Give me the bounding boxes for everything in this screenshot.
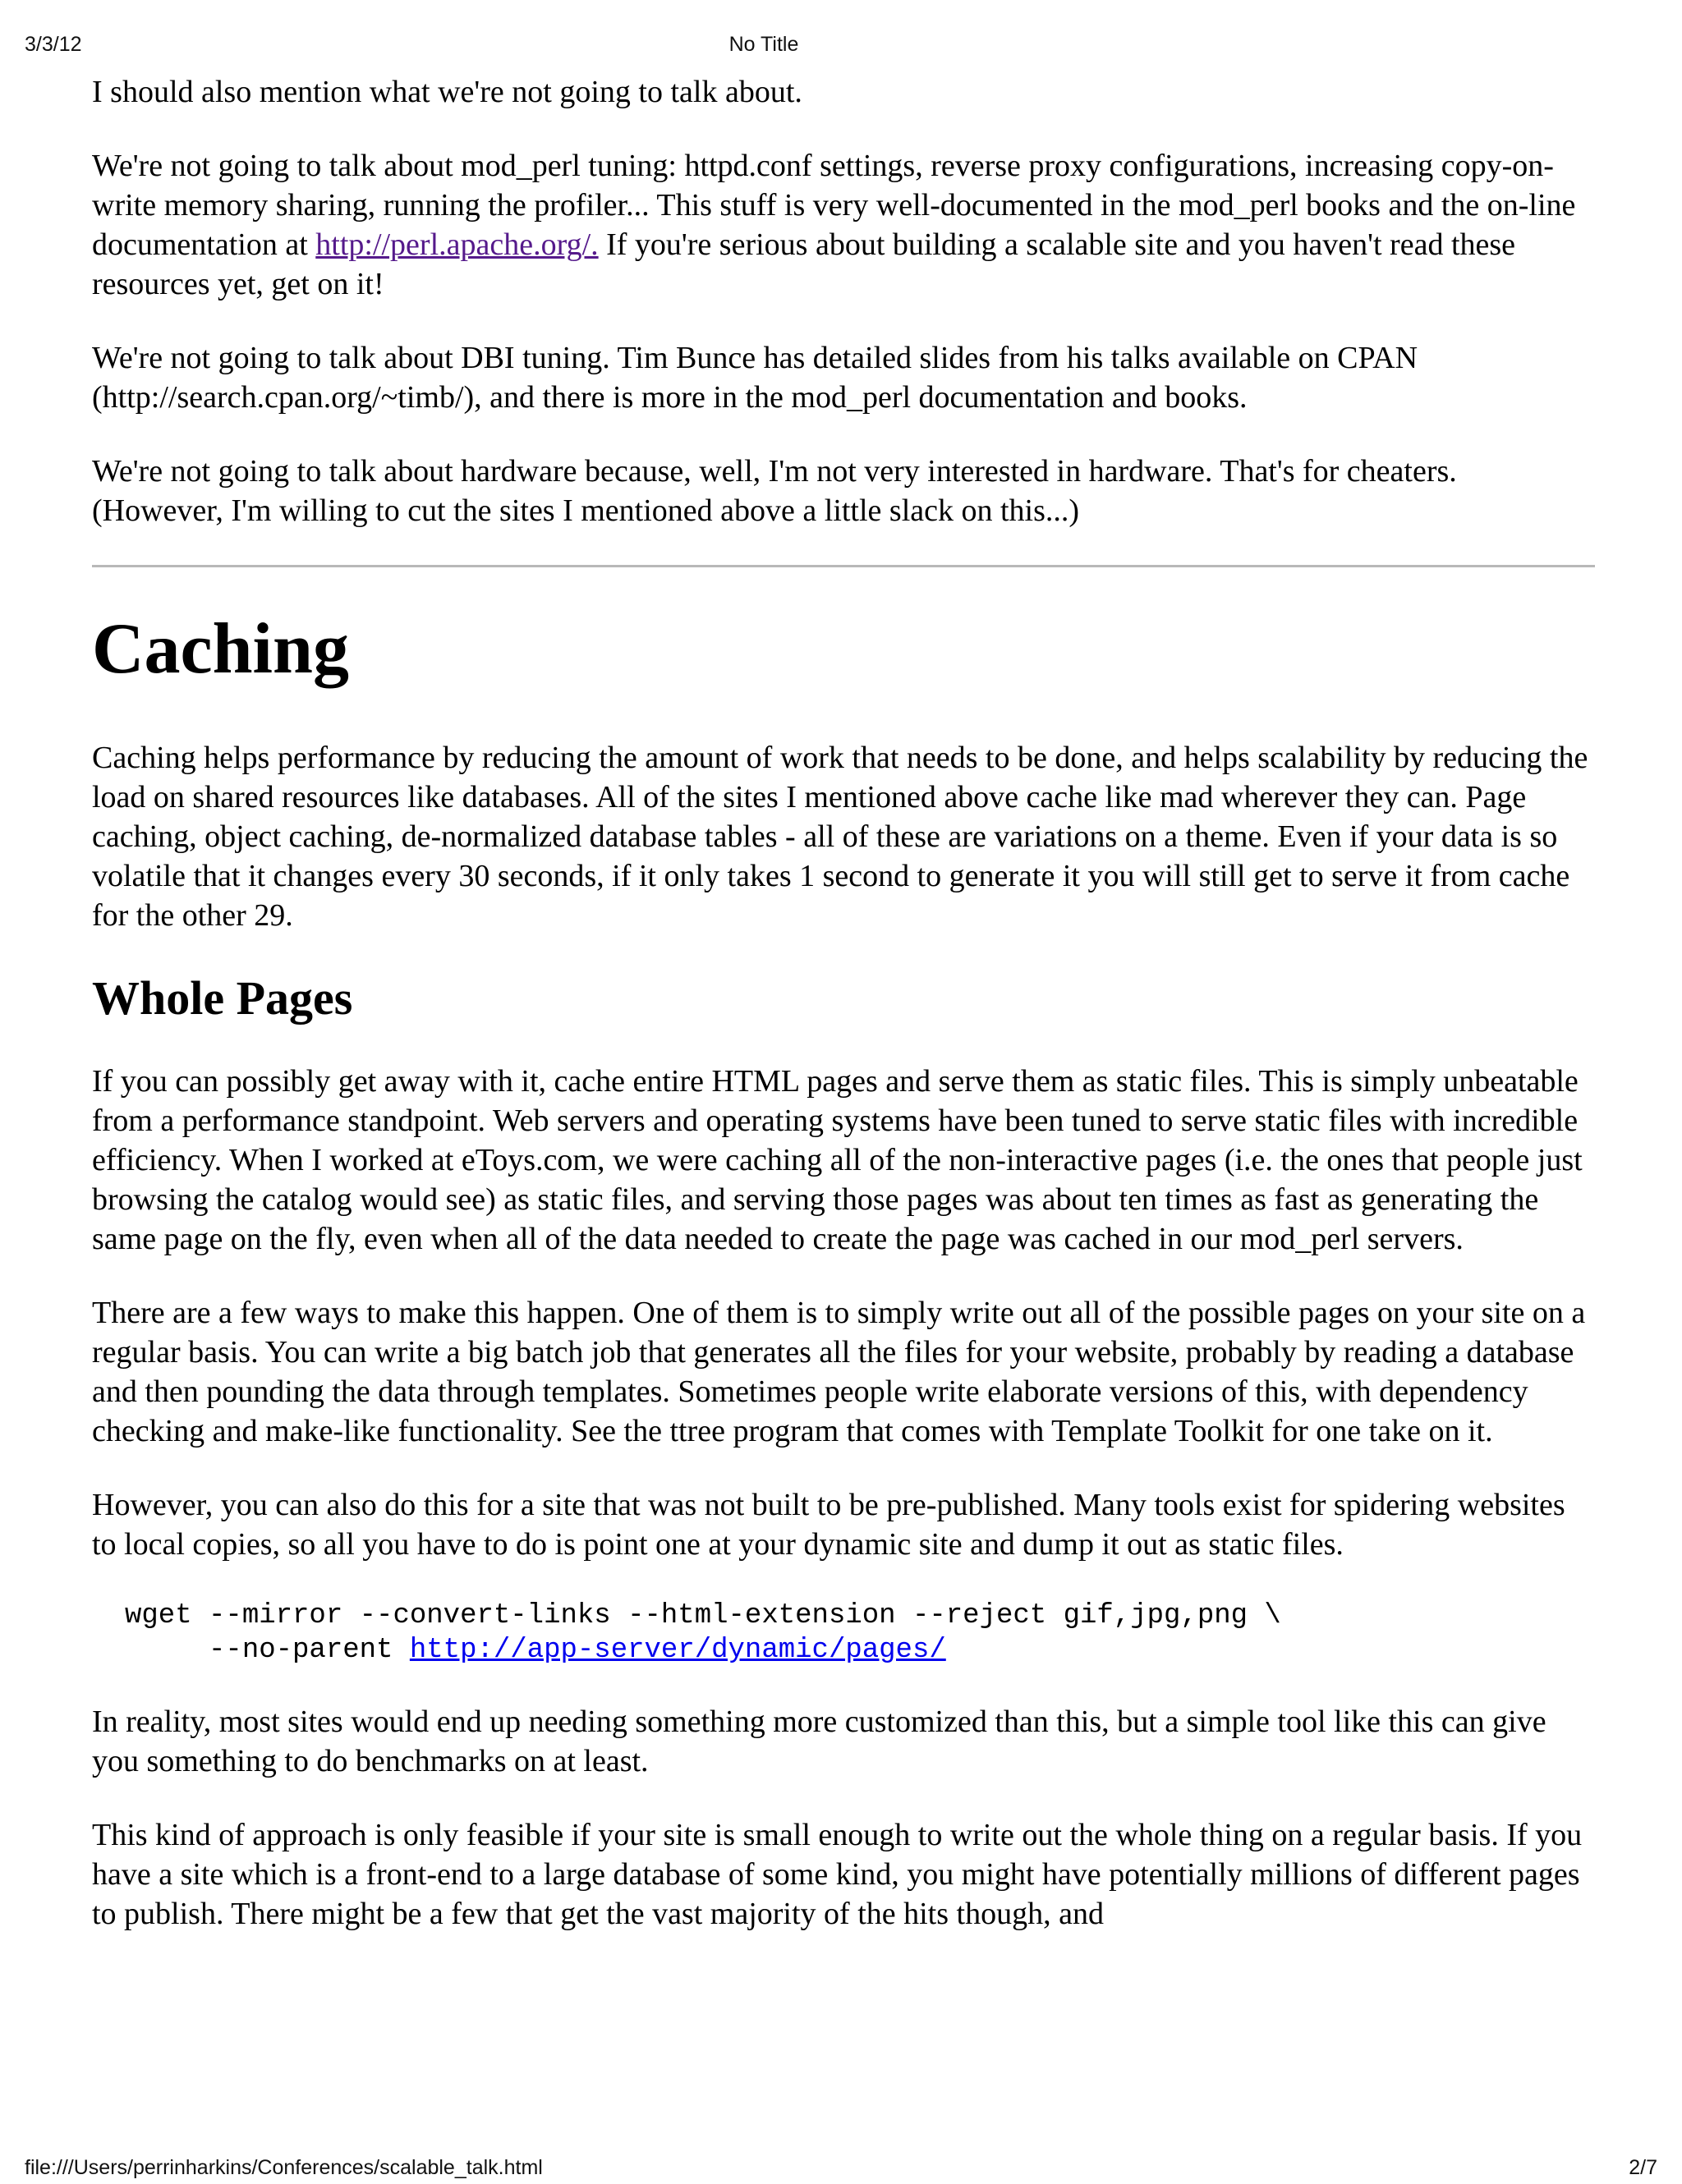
document-body (92, 72, 1595, 1968)
intro-paragraph-2-text-b: If you're serious about building a scalable site and you haven't read these resources yet, get on it! (92, 227, 1516, 301)
wget-code-block (125, 1599, 1595, 1668)
whole-pages-heading: Whole Pages (92, 971, 353, 1025)
horizontal-divider (92, 565, 1595, 567)
whole-pages-paragraph-3: However, you can also do this for a site that was not built to be pre-published. Many tools exist for spidering websites to local copies, so all you have to do is point one at your dynamic site and dump it out as static files. (92, 1488, 1565, 1562)
whole-pages-paragraph-5: This kind of approach is only feasible if your site is small enough to write out the whole thing on a regular basis. If you have a site which is a front-end to a large database of some kind, you might have potentially millions of different pages to publish. There might be a few that get the vast majority of the hits though, and (92, 1818, 1583, 1931)
app-server-link[interactable]: http://app-server/dynamic/pages/ (409, 1635, 946, 1666)
intro-paragraph-2 (92, 146, 1595, 304)
code-line-2-prefix: --no-parent (125, 1635, 410, 1666)
intro-paragraph-2-text-a: We're not going to talk about mod_perl tuning: httpd.conf settings, reverse proxy configurations, increasing copy-on-write memory sharing, running the profiler... This stuff is very well-documented in the mod_perl books and the on-line documentation at (92, 149, 1576, 262)
print-header (0, 33, 1682, 61)
intro-paragraph-3: We're not going to talk about DBI tuning. Tim Bunce has detailed slides from his talks available on CPAN (http://search.cpan.org/~timb/), and there is more in the mod_perl documentation and books. (92, 341, 1418, 415)
page-title: No Title (728, 33, 799, 56)
page-number: 2/7 (1629, 2156, 1657, 2179)
caching-heading: Caching (92, 609, 349, 689)
intro-paragraph-1: I should also mention what we're not going to talk about. (92, 75, 802, 109)
caching-paragraph: Caching helps performance by reducing the amount of work that needs to be done, and helps scalability by reducing the load on shared resources like databases. All of the sites I mentioned above cache like mad wherever they can. Page caching, object caching, de-normalized database tables - all of these are variations on a theme. Even if your data is so volatile that it changes every 30 seconds, if it only takes 1 second to generate it you will still get to serve it from cache for the other 29. (92, 741, 1588, 933)
intro-paragraph-4: We're not going to talk about hardware because, well, I'm not very interested in hardware. That's for cheaters. (However, I'm willing to cut the sites I mentioned above a little slack on this...) (92, 454, 1457, 528)
whole-pages-paragraph-1: If you can possibly get away with it, cache entire HTML pages and serve them as static files. This is simply unbeatable from a performance standpoint. Web servers and operating systems have been tuned to serve static files with incredible efficiency. When I worked at eToys.com, we were caching all of the non-interactive pages (i.e. the ones that people just browsing the catalog would see) as static files, and serving those pages was about ten times as fast as generating the same page on the fly, even when all of the data needed to create the page was cached in our mod_perl servers. (92, 1064, 1583, 1256)
perl-apache-link[interactable]: http://perl.apache.org/. (315, 227, 599, 262)
print-footer (0, 2156, 1682, 2184)
print-date: 3/3/12 (25, 33, 82, 56)
whole-pages-paragraph-4: In reality, most sites would end up needing something more customized than this, but a simple tool like this can give you something to do benchmarks on at least. (92, 1705, 1546, 1778)
code-line-1: wget --mirror --convert-links --html-extension --reject gif,jpg,png \ (125, 1600, 1281, 1631)
whole-pages-paragraph-2: There are a few ways to make this happen. One of them is to simply write out all of the possible pages on your site on a regular basis. You can write a big batch job that generates all the files for your website, probably by reading a database and then pounding the data through templates. Sometimes people write elaborate versions of this, with dependency checking and make-like functionality. See the ttree program that comes with Template Toolkit for one take on it. (92, 1296, 1586, 1448)
file-path: file:///Users/perrinharkins/Conferences/scalable_talk.html (25, 2156, 543, 2179)
